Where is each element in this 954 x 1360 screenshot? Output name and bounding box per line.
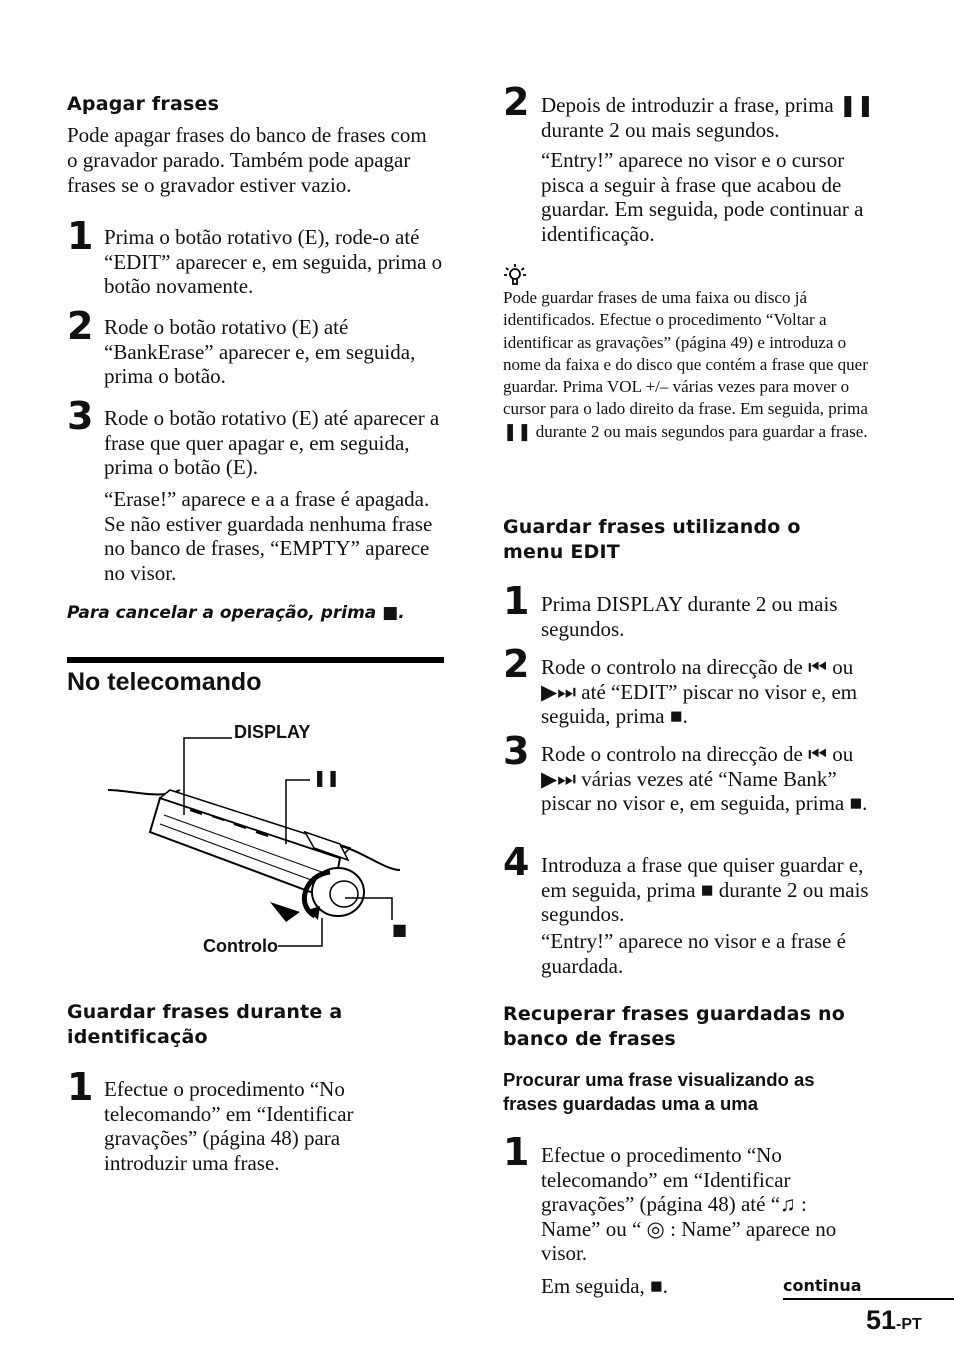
recuperar-step-note-1: Em seguida, ■. — [541, 1274, 668, 1298]
edit-step-number-2: 2 — [503, 642, 530, 686]
right-step-note-2: “Entry!” aparece no visor e o cursor pisca a seguir à frase que acabou de guardar. Em seguida, pode continuar a identificação. — [541, 148, 864, 246]
edit-step-number-1: 1 — [503, 579, 530, 623]
display-label: DISPLAY — [234, 722, 311, 742]
tip-text: Pode guardar frases de uma faixa ou disco já identificados. Efectue o procedimento “Voltar a identificar as gravações” (página 49) e introduza o nome da faixa e do disco que contém a frase que quer guardar. Prima VOL +/– várias vezes para mover o cursor para o lado direito da frase. Em seguida, prima ❚❚ durante 2 ou mais segundos para guardar a frase. — [503, 288, 868, 441]
continua-rule — [783, 1298, 954, 1300]
lightbulb-icon — [503, 262, 527, 288]
page-number — [866, 1305, 922, 1336]
edit-step-text-2: Rode o controlo na direcção de ⏮ ou ▶⏭ até “EDIT” piscar no visor e, em seguida, prima ■. — [541, 655, 858, 728]
recuperar-step-number-1: 1 — [503, 1130, 530, 1174]
procurar-subheading: Procurar uma frase visualizando as frases guardadas uma a uma — [503, 1069, 815, 1114]
step-text-3: Rode o botão rotativo (E) até aparecer a frase que quer apagar e, em seguida, prima o botão (E). — [104, 406, 440, 479]
section-rule — [67, 657, 444, 663]
page-suffix: -PT — [896, 1316, 922, 1333]
continua-label: continua — [783, 1276, 862, 1295]
step-note-3: “Erase!” aparece e a a frase é apagada. Se não estiver guardada nenhuma frase no banco de frases, “EMPTY” aparece no visor. — [104, 487, 433, 585]
edit-step-text-4: Introduza a frase que quiser guardar e, em seguida, prima ■ durante 2 ou mais segundos. — [541, 853, 869, 926]
right-step-text-2: Depois de introduzir a frase, prima ❚❚ durante 2 ou mais segundos. — [541, 93, 875, 142]
stop-label: ■ — [392, 920, 408, 939]
apagar-frases-heading: Apagar frases — [67, 93, 220, 115]
edit-menu-heading: Guardar frases utilizando o menu EDIT — [503, 516, 801, 563]
controlo-label: Controlo — [203, 936, 278, 956]
remote-control-illustration — [100, 720, 420, 960]
right-step-number-2: 2 — [503, 80, 530, 124]
guardar-identificacao-heading: Guardar frases durante a identificação — [67, 1001, 343, 1048]
step-number-3: 3 — [67, 394, 94, 438]
step-text-1: Prima o botão rotativo (E), rode-o até “EDIT” aparecer e, em seguida, prima o botão novamente. — [104, 225, 443, 298]
pause-label: ❚❚ — [313, 768, 340, 787]
no-telecomando-heading: No telecomando — [67, 668, 262, 696]
edit-step-text-3: Rode o controlo na direcção de ⏮ ou ▶⏭ várias vezes até “Name Bank” piscar no visor e, em seguida, prima ■. — [541, 742, 868, 815]
step-text-2: Rode o botão rotativo (E) até “BankErase” aparecer e, em seguida, prima o botão. — [104, 315, 416, 388]
edit-step-number-3: 3 — [503, 729, 530, 773]
step-number-1: 1 — [67, 214, 94, 258]
recuperar-heading: Recuperar frases guardadas no banco de frases — [503, 1003, 846, 1050]
edit-step-text-1: Prima DISPLAY durante 2 ou mais segundos. — [541, 592, 838, 641]
cancel-note: Para cancelar a operação, prima ■. — [67, 603, 405, 623]
recuperar-step-text-1: Efectue o procedimento “No telecomando” em “Identificar gravações” (página 48) até “♫ : Name” ou “ ◎ : Name” aparece no visor. — [541, 1143, 837, 1265]
apagar-intro: Pode apagar frases do banco de frases com o gravador parado. Também pode apagar frases se o gravador estiver vazio. — [67, 123, 427, 197]
page-number-value: 51 — [866, 1305, 897, 1335]
edit-step-note-4: “Entry!” aparece no visor e a frase é guardada. — [541, 929, 846, 978]
edit-step-number-4: 4 — [503, 840, 530, 884]
guardar-ident-step-number: 1 — [67, 1065, 94, 1109]
step-number-2: 2 — [67, 304, 94, 348]
guardar-ident-step-text: Efectue o procedimento “No telecomando” em “Identificar gravações” (página 48) para introduzir uma frase. — [104, 1077, 354, 1175]
